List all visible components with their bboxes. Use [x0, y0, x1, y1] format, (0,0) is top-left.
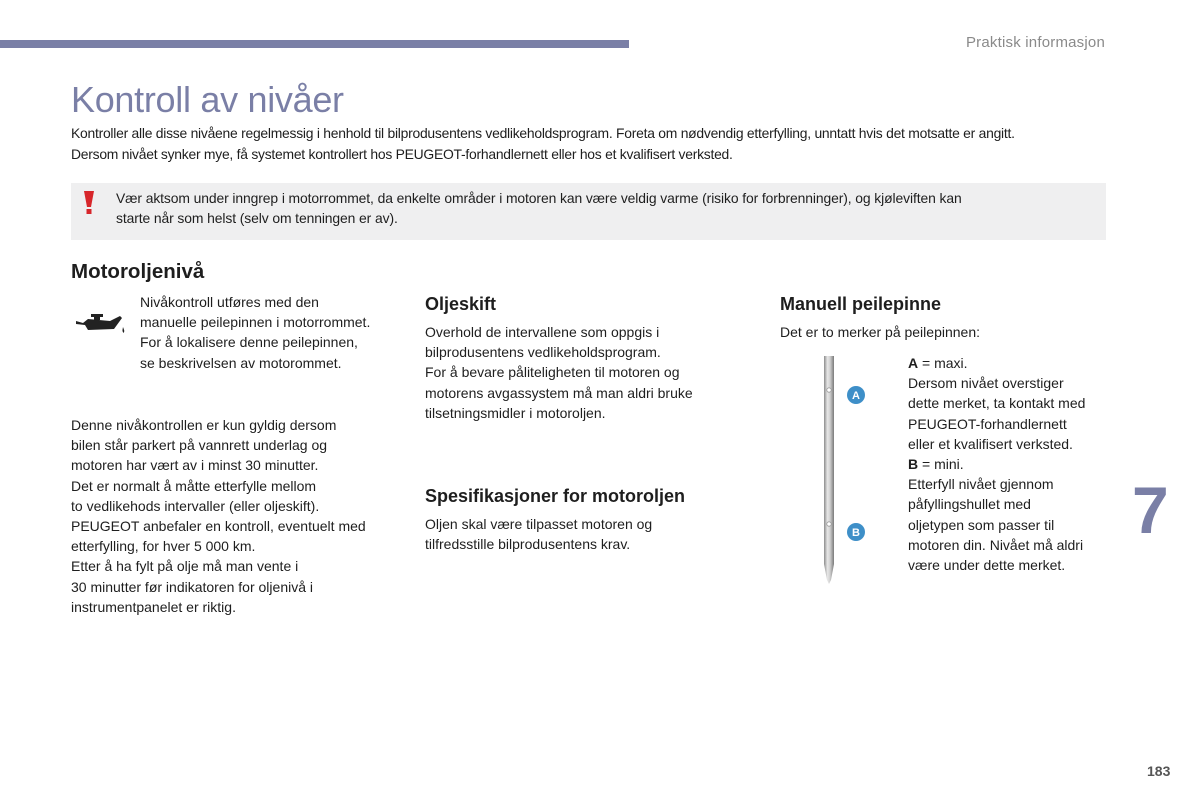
text-line: eller et kvalifisert verksted. — [908, 435, 1073, 452]
heading-manuell-peilepinne: Manuell peilepinne — [780, 294, 942, 314]
text-line: Nivåkontroll utføres med den — [140, 294, 319, 310]
marker-b-letter: B — [908, 456, 919, 473]
text-line: dette merket, ta kontakt med — [908, 395, 1086, 412]
marker-a-label: A — [852, 390, 860, 402]
dipstick-illustration — [812, 352, 872, 588]
text-line: bilprodusentens vedlikeholdsprogram. — [425, 344, 661, 361]
text-line: motoren har vært av i minst 30 minutter. — [71, 457, 319, 474]
intro-text — [71, 123, 1111, 165]
oil-can-icon — [74, 313, 128, 337]
intro-line: Kontroller alle disse nivåene regelmessig i henhold til bilprodusentens vedlikeholdsprogram. Foreta om nødvendig etterfylling, unntatt hvis det motsatte er angitt. — [71, 125, 1015, 141]
text-line: oljetypen som passer til — [908, 516, 1055, 533]
text-line: motoren din. Nivået må aldri — [908, 536, 1084, 553]
text-line: tilsetningsmidler i motoroljen. — [425, 404, 606, 421]
text-line: Etterfyll nivået gjennom — [908, 476, 1054, 493]
text-line: Dersom nivået overstiger — [908, 375, 1064, 392]
intro-line: Dersom nivået synker mye, få systemet kontrollert hos PEUGEOT-forhandlernett eller hos et kvalifisert verksted. — [71, 146, 733, 162]
warning-exclamation-icon — [82, 191, 96, 215]
marker-b-text: = mini. — [918, 456, 964, 473]
peilepinne-markers — [908, 353, 1085, 575]
text-line: se beskrivelsen av motorommet. — [140, 354, 342, 371]
heading-spesifikasjoner: Spesifikasjoner for motoroljen — [425, 486, 686, 506]
marker-a-text: = maxi. — [918, 355, 968, 371]
marker-b-label: B — [852, 527, 860, 539]
header-bar — [0, 40, 629, 48]
motorolje-intro — [140, 292, 370, 373]
text-line: påfyllingshullet med — [908, 496, 1031, 513]
text-line: være under dette merket. — [908, 557, 1066, 574]
text-line: PEUGEOT-forhandlernett — [908, 415, 1067, 432]
text-line: Etter å ha fylt på olje må man vente i — [71, 558, 299, 575]
page-title: Kontroll av nivåer — [71, 79, 344, 120]
text-line: Det er normalt å måtte etterfylle mellom — [71, 477, 317, 494]
text-line: etterfylling, for hver 5 000 km. — [71, 538, 256, 555]
text-line: 30 minutter før indikatoren for oljenivå i — [71, 578, 313, 595]
marker-b-line — [908, 454, 1085, 474]
text-line: PEUGEOT anbefaler en kontroll, eventuelt med — [71, 518, 366, 535]
warning-line: starte når som helst (selv om tenningen er av). — [116, 210, 398, 226]
marker-a-letter: A — [908, 355, 919, 371]
warning-line: Vær aktsom under inngrep i motorrommet, da enkelte områder i motoren kan være veldig varme (risiko for forbrenninger), og kjøleviften kan — [116, 190, 962, 206]
text-line: motorens avgassystem må man aldri bruke — [425, 384, 693, 401]
peilepinne-intro: Det er to merker på peilepinnen: — [780, 324, 980, 340]
text-line: Oljen skal være tilpasset motoren og — [425, 516, 653, 532]
motorolje-body — [71, 415, 366, 617]
marker-a-line — [908, 353, 1085, 373]
heading-oljeskift: Oljeskift — [425, 294, 497, 314]
text-line: instrumentpanelet er riktig. — [71, 598, 236, 615]
text-line: tilfredsstille bilprodusentens krav. — [425, 536, 631, 553]
chapter-number: 7 — [1132, 473, 1169, 547]
section-label: Praktisk informasjon — [965, 34, 1105, 51]
text-line: bilen står parkert på vannrett underlag og — [71, 437, 328, 454]
oljeskift-text — [425, 322, 693, 423]
text-line: For å bevare påliteligheten til motoren og — [425, 364, 680, 381]
text-line: to vedlikehods intervaller (eller oljeskift). — [71, 497, 320, 514]
text-line: For å lokalisere denne peilepinnen, — [140, 334, 358, 351]
text-line: Overhold de intervallene som oppgis i — [425, 324, 660, 340]
spesifikasjoner-text — [425, 514, 652, 554]
heading-motoroljeniva: Motoroljenivå — [71, 260, 205, 283]
warning-text — [116, 188, 1101, 228]
text-line: manuelle peilepinnen i motorrommet. — [140, 314, 371, 331]
text-line: Denne nivåkontrollen er kun gyldig dersom — [71, 417, 337, 433]
page-number: 183 — [1147, 763, 1171, 779]
